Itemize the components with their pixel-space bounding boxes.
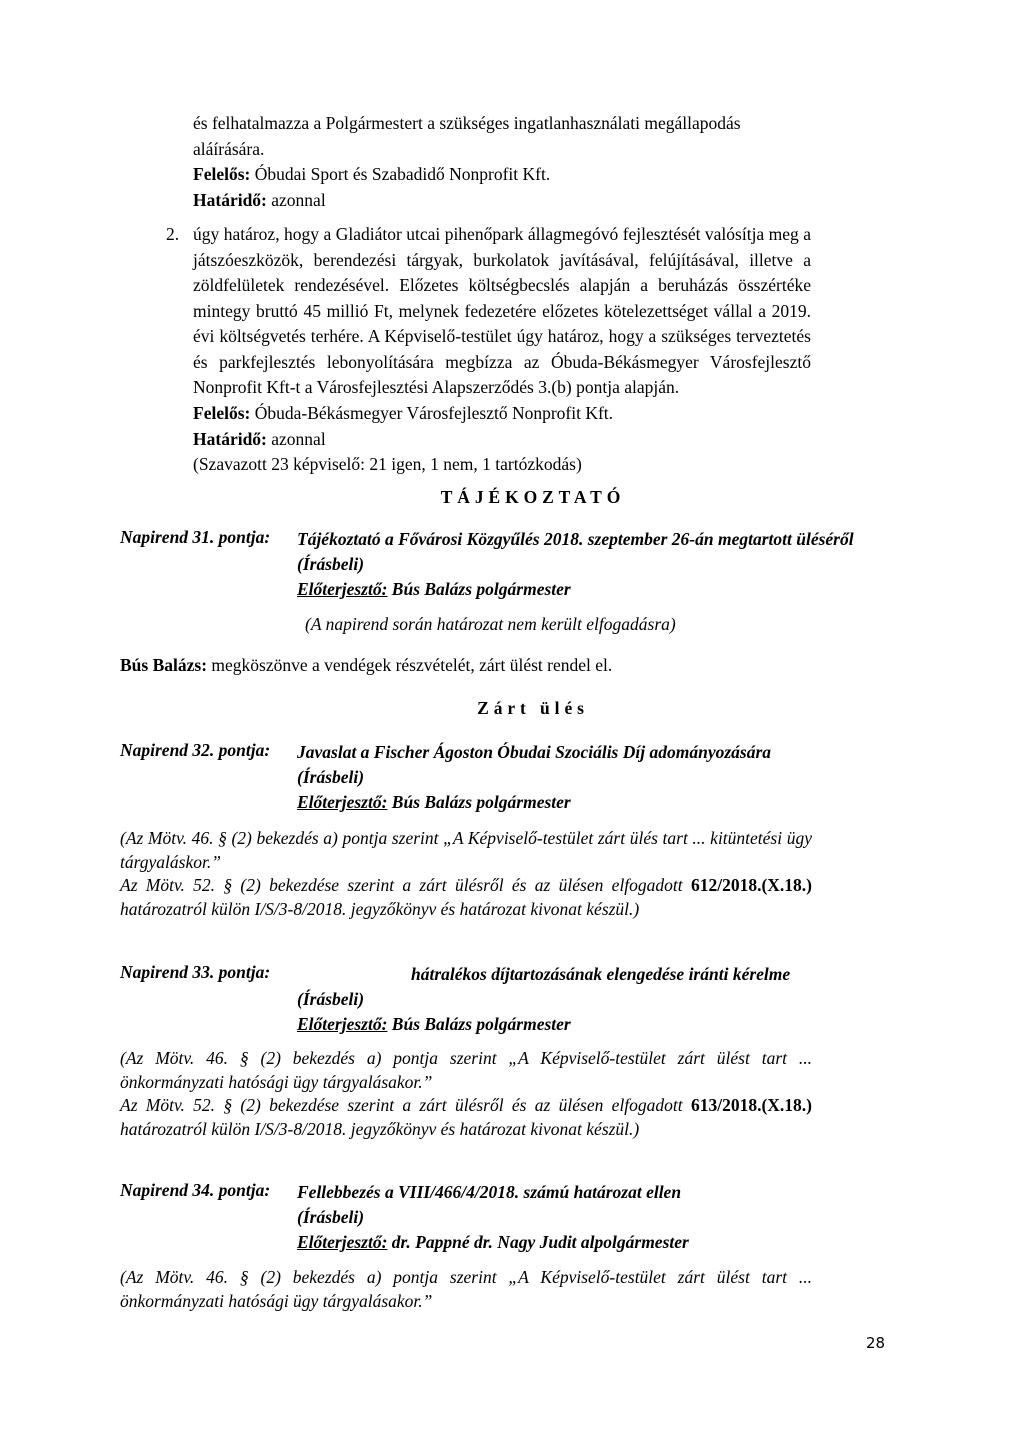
agenda-34-note [120,1266,812,1313]
closing-statement: Bús Balázs: megköszönve a vendégek részvételét, zárt ülést rendel el. [120,655,613,675]
agenda-31-type: (Írásbeli) [297,554,365,574]
agenda-33-note-1: (Az Mötv. 46. § (2) bekezdés a) pontja szerint „A Képviselő-testület zárt ülést tart ... önkormányzati hatósági ügy tárgyalásakor.” [120,1048,812,1092]
intro-responsible: Felelős: Óbudai Sport és Szabadidő Nonprofit Kft. [193,164,551,184]
agenda-34-type: (Írásbeli) [297,1207,365,1227]
item-2-number: 2. [166,224,180,244]
agenda-32-note [120,827,812,921]
agenda-32-presenter: Előterjesztő: Bús Balázs polgármester [297,792,571,812]
agenda-33-note-2: Az Mötv. 52. § (2) bekezdése szerint a zárt ülésről és az ülésen elfogadott 613/2018.(X.18.) határozatról külön I/S/3-8/2018. jegyzőkönyv és határozat kivonat készül.) [120,1095,812,1139]
item-2-vote: (Szavazott 23 képviselő: 21 igen, 1 nem, 1 tartózkodás) [193,454,582,474]
item-2-responsible: Felelős: Óbuda-Békásmegyer Városfejlesztő Nonprofit Kft. [193,403,614,423]
agenda-33-presenter: Előterjesztő: Bús Balázs polgármester [297,1014,571,1034]
agenda-31-presenter: Előterjesztő: Bús Balázs polgármester [297,579,571,599]
agenda-31-title: Tájékoztató a Fővárosi Közgyűlés 2018. szeptember 26-án megtartott üléséről [297,529,854,549]
agenda-34-title: Fellebbezés a VIII/466/4/2018. számú határozat ellen [297,1182,682,1202]
agenda-33-label: Napirend 33. pontja: [120,962,271,982]
agenda-34-presenter: Előterjesztő: dr. Pappné dr. Nagy Judit alpolgármester [297,1232,689,1252]
agenda-34-note-1: (Az Mötv. 46. § (2) bekezdés a) pontja szerint „A Képviselő-testület zárt ülést tart ... önkormányzati hatósági ügy tárgyalásakor.” [120,1267,812,1311]
agenda-32-label: Napirend 32. pontja: [120,740,271,760]
agenda-31-body [297,527,854,602]
section-heading-zart-ules: Zárt ülés [477,698,589,718]
intro-line-2: aláírására. [193,138,265,159]
agenda-32-body [297,740,771,815]
intro-line-1: és felhatalmazza a Polgármestert a szükséges ingatlanhasználati megállapodás [193,113,741,133]
agenda-32-type: (Írásbeli) [297,767,365,787]
intro-deadline: Határidő: azonnal [193,189,326,210]
agenda-31-note: (A napirend során határozat nem került elfogadásra) [305,614,676,634]
agenda-33-type: (Írásbeli) [297,989,365,1009]
intro-paragraph [193,111,813,213]
item-2-deadline: Határidő: azonnal [193,428,326,449]
page-number: 28 [866,1334,886,1352]
agenda-33-body [297,962,790,1037]
agenda-31-label: Napirend 31. pontja: [120,527,271,547]
agenda-32-note-2: Az Mötv. 52. § (2) bekezdése szerint a zárt ülésről és az ülésen elfogadott 612/2018.(X.18.) határozatról külön I/S/3-8/2018. jegyzőkönyv és határozat kivonat készül.) [120,875,812,919]
agenda-32-title: Javaslat a Fischer Ágoston Óbudai Szociális Díj adományozására [297,742,772,762]
agenda-34-label: Napirend 34. pontja: [120,1180,271,1200]
item-2-meta [193,401,813,478]
item-2-paragraph: úgy határoz, hogy a Gladiátor utcai pihenőpark állagmegóvó fejlesztését valósítja meg a játszóeszközök, berendezési tárgyak, burkolatok javításával, felújításával, illetve a zöldfelületek rendezésével. Előzetes költségbecslés alapján a beruházás összértéke mintegy bruttó 45 millió Ft, melynek fedezetére előzetes kötelezettséget vállal a 2019. évi költségvetés terhére. A Képviselő-testület úgy határoz, hogy a szükséges terveztetés és parkfejlesztés lebonyolítására megbízza az Óbuda-Békásmegyer Városfejlesztő Nonprofit Kft-t a Városfejlesztési Alapszerződés 3.(b) pontja alapján. [193,224,811,397]
agenda-34-body [297,1180,689,1255]
agenda-32-note-1: (Az Mötv. 46. § (2) bekezdés a) pontja szerint „A Képviselő-testület zárt ülés tart ... kitüntetési ügy tárgyaláskor.” [120,828,812,872]
agenda-33-title: hátralékos díjtartozásának elengedése iránti kérelme [411,964,791,984]
agenda-33-note [120,1047,812,1141]
section-heading-tajekoztato: TÁJÉKOZTATÓ [440,487,626,507]
